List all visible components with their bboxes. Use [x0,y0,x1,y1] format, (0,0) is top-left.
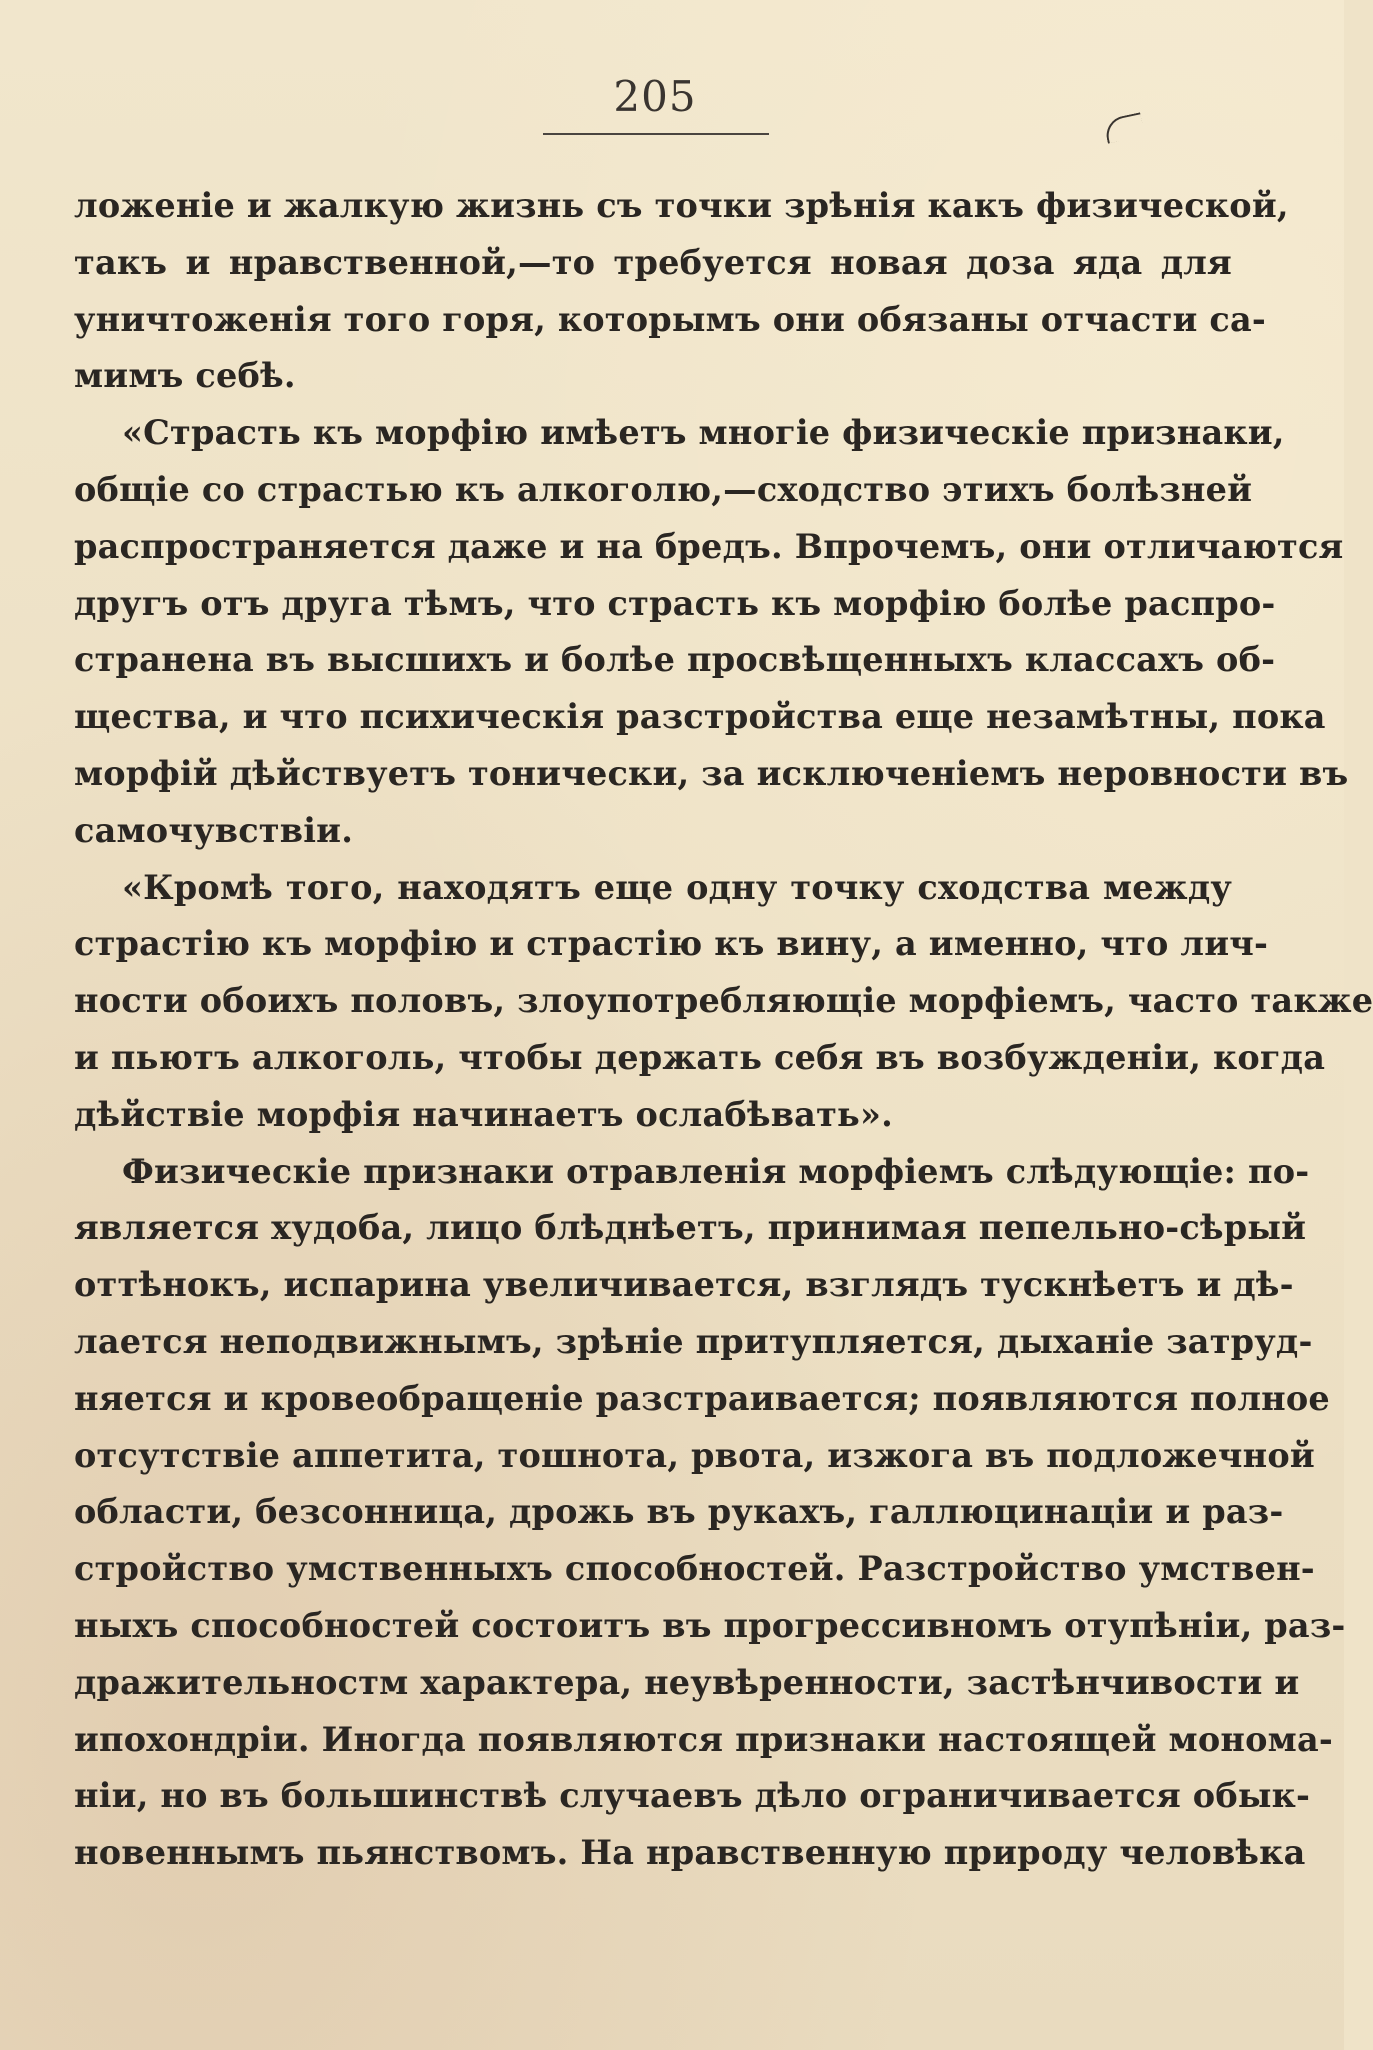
body-text [74,178,1373,1882]
text-line: оттѣнокъ, испарина увеличивается, взглядъ тускнѣетъ и дѣ- [74,1265,1294,1305]
text-line: и пьютъ алкоголь, чтобы держать себя въ возбужденіи, когда [74,1037,1326,1077]
text-line: области, безсонница, дрожь въ рукахъ, галлюцинаціи и раз- [74,1492,1284,1532]
text-line: Физическіе признаки отравленія морфіемъ слѣдующіе: по- [122,1151,1310,1191]
text-line: общіе со страстью къ алкоголю,—сходство этихъ болѣзней [74,469,1253,509]
text-line: распространяется даже и на бредъ. Впрочемъ, они отличаются [74,526,1344,566]
text-line: другъ отъ друга тѣмъ, что страсть къ морфію болѣе распро- [74,583,1276,623]
header-rule [543,133,769,135]
text-line: ныхъ способностей состоитъ въ прогрессивномъ отупѣніи, раз- [74,1605,1346,1645]
text-line: является худоба, лицо блѣднѣетъ, принимая пепельно-сѣрый [74,1208,1307,1248]
text-line: ипохондріи. Иногда появляются признаки настоящей монома- [74,1719,1333,1759]
text-line: щества, и что психическія разстройства еще незамѣтны, пока [74,697,1326,737]
text-line: уничтоженія того горя, которымъ они обязаны отчасти са- [74,299,1267,339]
text-line: дражительностм характера, неувѣренности, застѣнчивости и [74,1662,1300,1702]
text-line: стройство умственныхъ способностей. Разстройство умствен- [74,1549,1315,1589]
text-line: отсутствіе аппетита, тошнота, рвота, изжога въ подложечной [74,1435,1315,1475]
text-line: самочувствіи. [74,810,354,850]
text-line: ніи, но въ большинствѣ случаевъ дѣло ограничивается обык- [74,1776,1311,1816]
text-line: морфій дѣйствуетъ тонически, за исключеніемъ неровности въ [74,753,1349,793]
text-line: мимъ себѣ. [74,356,296,396]
text-line: новеннымъ пьянствомъ. На нравственную природу человѣка [74,1833,1306,1873]
text-line: такъ и нравственной,—то требуется новая доза яда для [74,242,1232,282]
text-line: няется и кровеобращеніе разстраивается; появляются полное [74,1378,1330,1418]
text-line: «Страсть къ морфію имѣетъ многіе физическіе признаки, [122,413,1285,453]
text-line: ности обоихъ половъ, злоупотребляющіе морфіемъ, часто также [74,981,1373,1021]
text-line: дѣйствіе морфія начинаетъ ослабѣвать». [74,1094,893,1134]
text-line: «Кромѣ того, находятъ еще одну точку сходства между [122,867,1232,907]
text-line: странена въ высшихъ и болѣе просвѣщенныхъ классахъ об- [74,640,1276,680]
text-line: страстію къ морфію и страстію къ вину, а именно, что лич- [74,924,1269,964]
text-line: лается неподвижнымъ, зрѣніе притупляется, дыханіе затруд- [74,1321,1313,1361]
page-number: 205 [613,72,697,121]
text-line: ложеніе и жалкую жизнь съ точки зрѣнія какъ физической, [74,186,1289,225]
